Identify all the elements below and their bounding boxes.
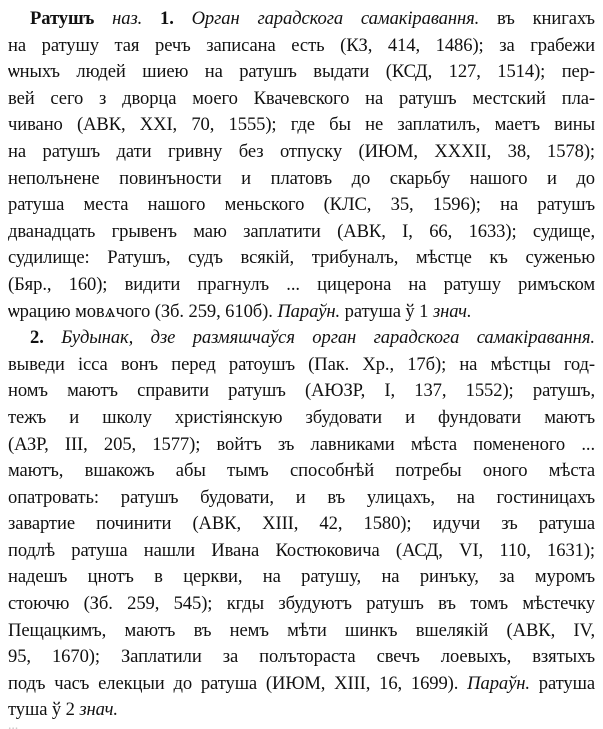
entry-line — [8, 697, 595, 724]
sense-number: 1. — [160, 8, 174, 29]
entry-line: чивано (АВК, XXI, 70, 1555); где бы не заплатилъ, маетъ вины — [8, 114, 595, 136]
entry-line: (АЗР, III, 205, 1577); войтъ зъ лавниками мѣста помененого ... — [8, 433, 595, 455]
derivation-suffix: знач. — [79, 699, 118, 721]
headword: Ратушъ — [30, 8, 95, 29]
sense-number: 2. — [30, 327, 44, 349]
derivation-text: туша ў 2 — [8, 699, 75, 721]
citation-text: ѡрацию мовѧчого (Зб. 259, 610б). — [8, 300, 273, 322]
sense-definition: Орган гарадскога самакіравання. — [191, 8, 480, 29]
entry-line: (Бяр., 160); видити прагнулъ ... цицерона на ратушу римъском — [8, 273, 595, 295]
entry-line: Пещацкимъ, маютъ въ немъ мѣти шинкъ вшелякій (АВК, IV, — [8, 619, 595, 641]
entry-line: на ратушу тая речъ записана есть (КЗ, 414, 1486); за грабежи — [8, 34, 595, 56]
entry-line: вей сего з дворца моего Квачевского на ратушъ местский пла- — [8, 87, 595, 109]
derivation-text: ратуша — [538, 672, 595, 694]
entry-line — [8, 6, 595, 33]
part-of-speech: наз. — [112, 8, 143, 29]
entry-line: судилище: Ратушъ, судъ всякій, трибуналъ, мѣстце къ суженью — [8, 247, 595, 269]
sense-definition: Будынак, дзе размяшчаўся орган гарадскога самакіравання. — [61, 327, 595, 349]
entry-line: выведи ісса вонъ перед ратоушъ (Пак. Хр., 17б); на мѣстцы год- — [8, 353, 595, 375]
derivation-label: Параўн. — [277, 300, 341, 322]
dictionary-entry — [8, 6, 595, 729]
entry-line — [8, 325, 595, 352]
entry-line: ѡныхъ людей шиею на ратушъ выдати (КСД, 127, 1514); пер- — [8, 61, 595, 83]
citation-text: подъ часъ елекцыи до ратуша (ИЮМ, XIII, 16, 1699). — [8, 672, 459, 694]
entry-line: подлѣ ратуша нашли Ивана Костюковича (АСД, VI, 110, 1631); — [8, 539, 595, 561]
entry-line — [8, 671, 595, 698]
entry-line: 95, 1670); Заплатили за полътораста свечъ лоевыхъ, взятыхъ — [8, 646, 595, 668]
entry-line: завартие починити (АВК, XIII, 42, 1580); идучи зъ ратуша — [8, 513, 595, 535]
entry-line: стоючю (Зб. 259, 545); кгды збудуютъ ратушъ въ томъ мѣстечку — [8, 593, 595, 615]
entry-line — [8, 299, 595, 326]
entry-line: дванадцать грывенъ маю заплатити (АВК, І, 66, 1633); судище, — [8, 220, 595, 242]
derivation-text: ратуша ў 1 — [344, 300, 429, 322]
entry-line: ратуша места нашого меньского (КЛС, 35, 1596); на ратушъ — [8, 194, 595, 216]
derivation-label: Параўн. — [467, 672, 530, 694]
entry-line: неполънене повинъности и платовъ до скарьбу нашого и до — [8, 167, 595, 189]
entry-line: надешъ цнотъ в церкви, на ратушу, на ринъку, за муромъ — [8, 566, 595, 588]
entry-line: маютъ, вшакожъ абы тымъ способнѣй потребы оного мѣста — [8, 460, 595, 482]
entry-line: номъ маютъ справити ратушъ (АЮЗР, І, 137, 1552); ратушъ, — [8, 380, 595, 402]
faded-next-line: ... — [8, 721, 19, 729]
entry-line: на ратушъ дати гривну без отпуску (ИЮМ, XXXII, 38, 1578); — [8, 140, 595, 162]
derivation-suffix: знач. — [432, 300, 472, 322]
entry-line: тежъ и школу христіянскую збудовати и фундовати маютъ — [8, 406, 595, 428]
entry-line: опатровать: ратушъ будовати, и въ улицахъ, на гостиницахъ — [8, 486, 595, 508]
citation-text: въ книгахъ — [497, 8, 595, 29]
